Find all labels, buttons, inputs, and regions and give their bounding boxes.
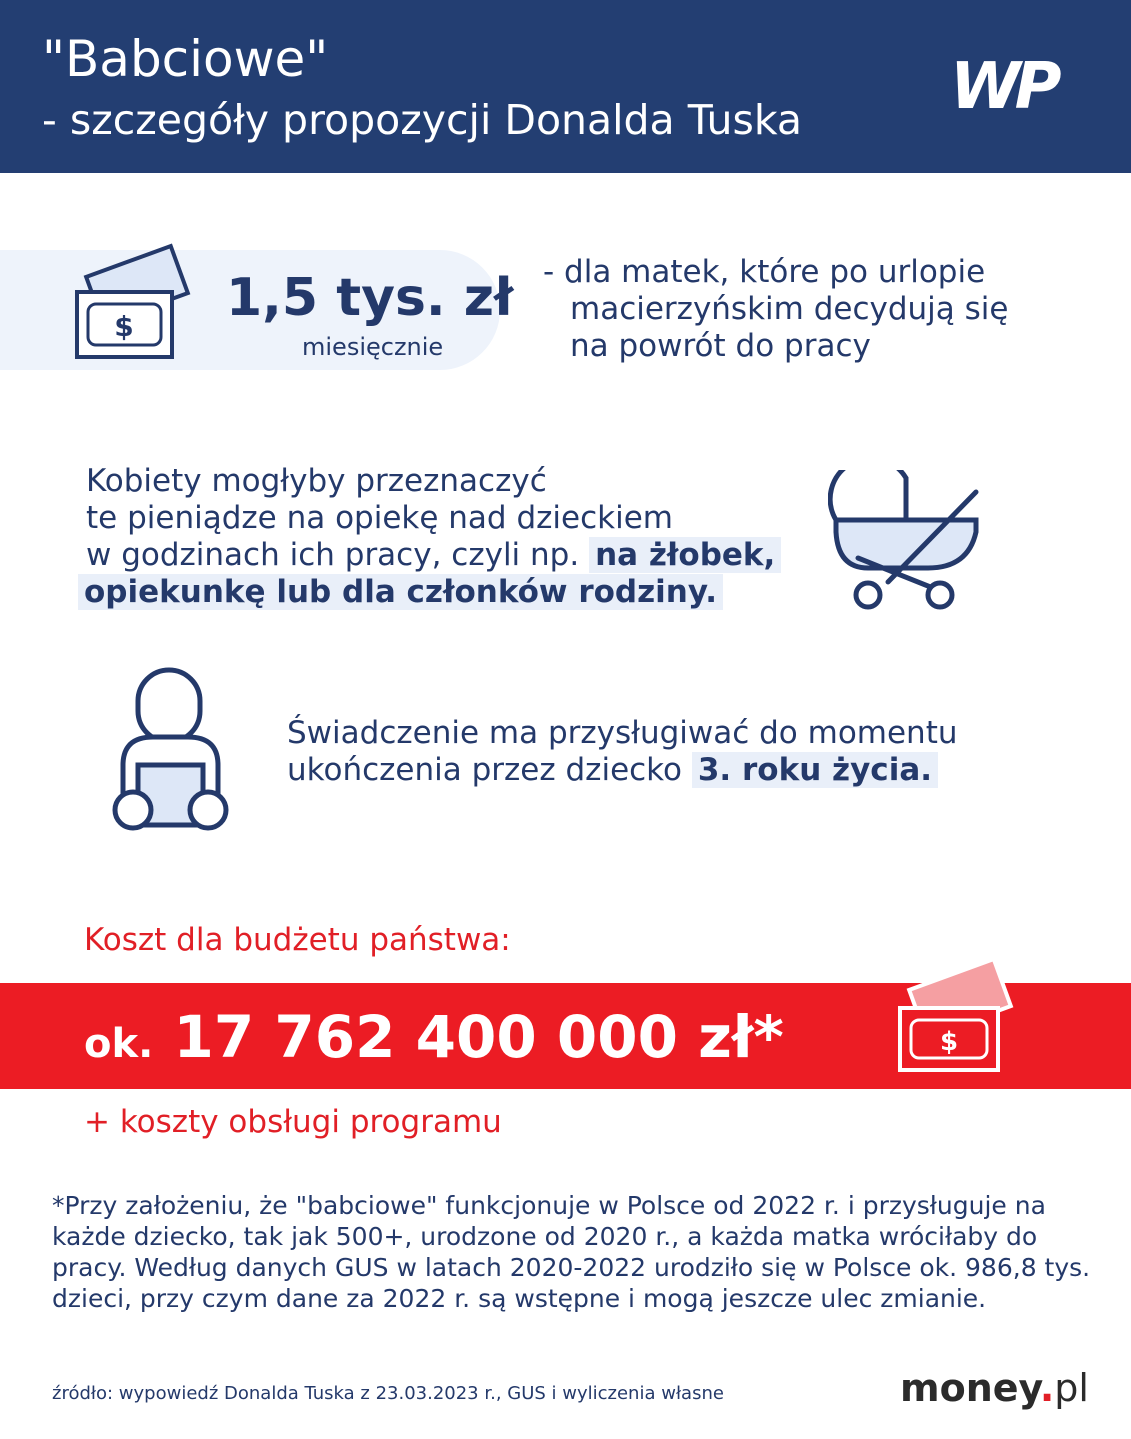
- desc-line: macierzyńskim decydują się: [570, 291, 1009, 327]
- usage-line: te pieniądze na opiekę nad dzieckiem: [86, 500, 673, 536]
- usage-line: w godzinach ich pracy, czyli np.: [86, 537, 580, 573]
- svg-text:$: $: [939, 1027, 959, 1057]
- svg-text:$: $: [114, 310, 134, 343]
- stroller-icon: [828, 470, 988, 620]
- logo-dot: .: [1039, 1366, 1055, 1410]
- cost-amount: 17 762 400 000 zł*: [173, 1003, 784, 1071]
- benefit-period: miesięcznie: [302, 333, 444, 361]
- source-note: źródło: wypowiedź Donalda Tuska z 23.03.2023 r., GUS i wyliczenia własne: [52, 1383, 724, 1404]
- logo-tld: pl: [1054, 1366, 1089, 1410]
- desc-line: - dla matek, które po urlopie: [543, 254, 986, 290]
- baby-icon: [108, 665, 233, 840]
- money-icon: [72, 240, 192, 365]
- benefit-amount: 1,5 tys. zł: [226, 268, 514, 328]
- usage-line: Kobiety mogłyby przeznaczyć: [86, 463, 547, 499]
- usage-text: [86, 463, 781, 611]
- cost-label: Koszt dla budżetu państwa:: [84, 922, 511, 958]
- logo-name: money: [900, 1366, 1040, 1410]
- benefit-description: [543, 254, 1008, 365]
- duration-line: ukończenia przez dziecko: [287, 752, 682, 788]
- page-title: "Babciowe": [42, 30, 329, 88]
- usage-highlight: na żłobek,: [589, 537, 781, 573]
- footnote: *Przy założeniu, że "babciowe" funkcjonuje w Polsce od 2022 r. i przysługuje na każde dziecko, tak jak 500+, urodzone od 2020 r., a każda matka wróciłaby do pracy. Według danych GUS w latach 2020-2022 urodziło się w Polsce ok. 986,8 tys. dzieci, przy czym dane za 2022 r. są wstępne i mogą jeszcze ulec zmianie.: [52, 1191, 1091, 1313]
- usage-highlight: opiekunkę lub dla członków rodziny.: [78, 574, 723, 610]
- money-pl-logo: [900, 1366, 1089, 1410]
- wp-logo: WP: [950, 50, 1056, 124]
- duration-text: [287, 715, 958, 789]
- cost-extra: + koszty obsługi programu: [84, 1104, 502, 1140]
- page-subtitle: - szczegóły propozycji Donalda Tuska: [42, 96, 803, 144]
- duration-highlight: 3. roku życia.: [692, 752, 938, 788]
- duration-line: Świadczenie ma przysługiwać do momentu: [287, 715, 958, 751]
- desc-line: na powrót do pracy: [570, 328, 871, 364]
- money-icon-red: [895, 958, 1025, 1078]
- cost-prefix: ok.: [84, 1021, 154, 1067]
- cost-value: [84, 1003, 784, 1071]
